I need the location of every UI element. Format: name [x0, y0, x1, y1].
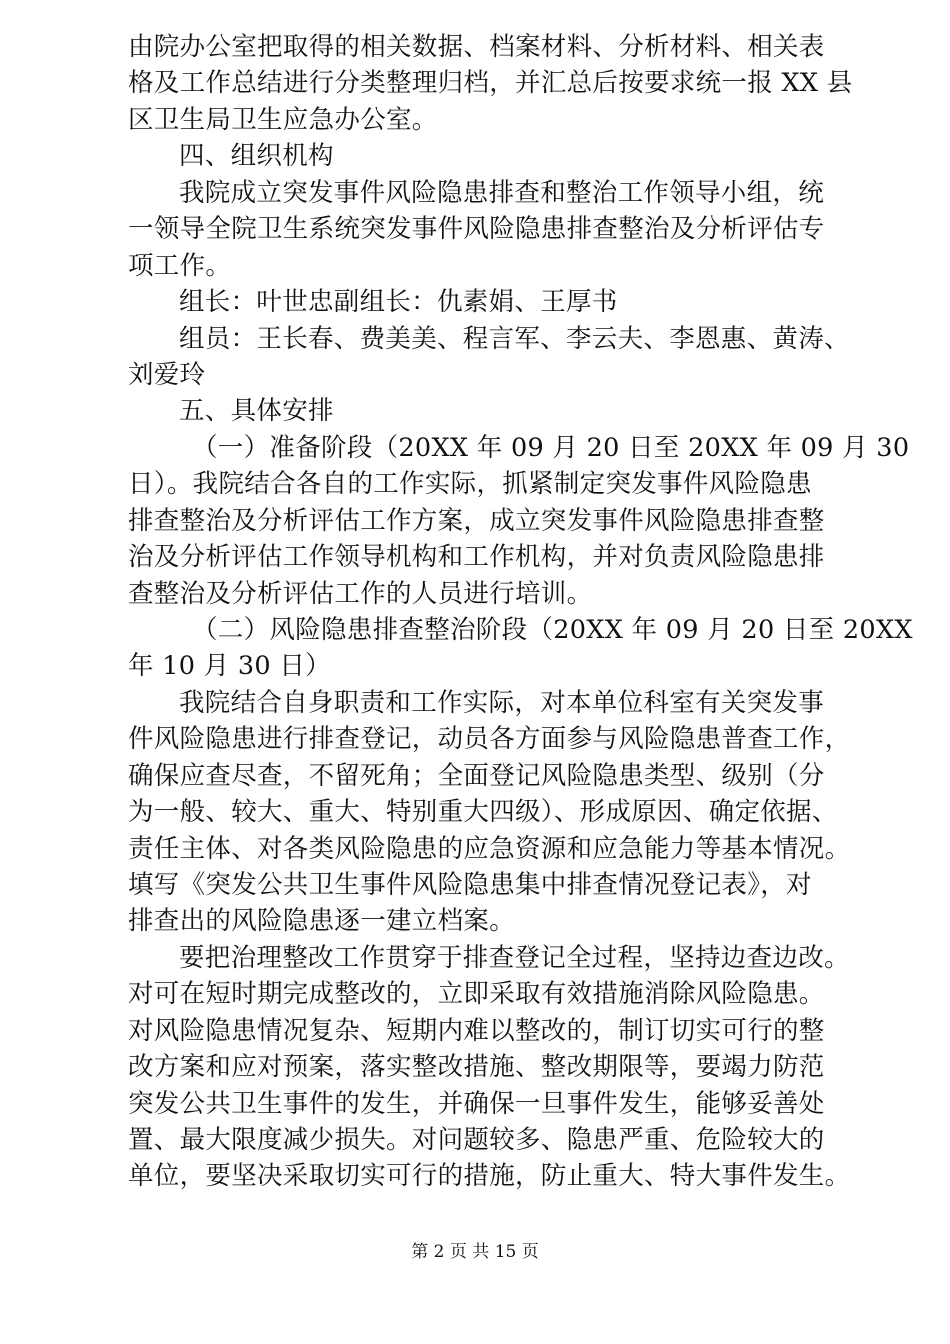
section-heading: 四、组织机构	[179, 141, 334, 171]
text-line: 填写《突发公共卫生事件风险隐患集中排查情况登记表》，对	[128, 870, 812, 900]
page-number-footer: 第 2 页 共 15 页	[411, 1242, 539, 1262]
text-line: 我院成立突发事件风险隐患排查和整治工作领导小组，统	[179, 178, 825, 208]
text-line: 组长：叶世忠副组长：仇素娟、王厚书	[179, 287, 618, 317]
text-line: 组员：王长春、费美美、程言军、李云夫、李恩惠、黄涛、	[179, 324, 850, 354]
text-line: 刘爱玲	[128, 360, 206, 390]
text-line: 为一般、较大、重大、特别重大四级）、形成原因、确定依据、	[128, 797, 838, 827]
text-line: 查整治及分析评估工作的人员进行培训。	[128, 579, 593, 609]
text-line: 日）。我院结合各自的工作实际，抓紧制定突发事件风险隐患	[128, 469, 812, 499]
text-line: 对可在短时期完成整改的，立即采取有效措施消除风险隐患。	[128, 979, 825, 1009]
text-line: 我院结合自身职责和工作实际，对本单位科室有关突发事	[179, 688, 825, 718]
text-line: 确保应查尽查，不留死角；全面登记风险隐患类型、级别（分	[128, 761, 825, 791]
text-line: 治及分析评估工作领导机构和工作机构，并对负责风险隐患排	[128, 542, 825, 572]
text-line: （二）风险隐患排查整治阶段（20XX 年 09 月 20 日至 20XX	[192, 615, 913, 645]
text-line: 排查出的风险隐患逐一建立档案。	[128, 906, 516, 936]
text-line: 责任主体、对各类风险隐患的应急资源和应急能力等基本情况。	[128, 834, 851, 864]
text-line: 格及工作总结进行分类整理归档，并汇总后按要求统一报 XX 县	[128, 68, 853, 98]
text-line: 对风险隐患情况复杂、短期内难以整改的，制订切实可行的整	[128, 1016, 825, 1046]
text-line: 排查整治及分析评估工作方案，成立突发事件风险隐患排查整	[128, 506, 825, 536]
text-line: 突发公共卫生事件的发生，并确保一旦事件发生，能够妥善处	[128, 1089, 825, 1119]
text-line: 要把治理整改工作贯穿于排查登记全过程，坚持边查边改。	[179, 943, 850, 973]
text-line: 单位，要坚决采取切实可行的措施，防止重大、特大事件发生。	[128, 1161, 851, 1191]
section-heading: 五、具体安排	[179, 396, 334, 426]
text-line: 年 10 月 30 日）	[128, 651, 331, 681]
text-line: 项工作。	[128, 251, 232, 281]
text-line: 件风险隐患进行排查登记，动员各方面参与风险隐患普查工作，	[128, 724, 851, 754]
text-line: 置、最大限度减少损失。对问题较多、隐患严重、危险较大的	[128, 1125, 825, 1155]
text-line: （一）准备阶段（20XX 年 09 月 20 日至 20XX 年 09 月 30	[192, 433, 910, 463]
text-line: 改方案和应对预案，落实整改措施、整改期限等，要竭力防范	[128, 1052, 825, 1082]
text-line: 区卫生局卫生应急办公室。	[128, 105, 438, 135]
text-line: 由院办公室把取得的相关数据、档案材料、分析材料、相关表	[128, 32, 825, 62]
text-line: 一领导全院卫生系统突发事件风险隐患排查整治及分析评估专	[128, 214, 825, 244]
